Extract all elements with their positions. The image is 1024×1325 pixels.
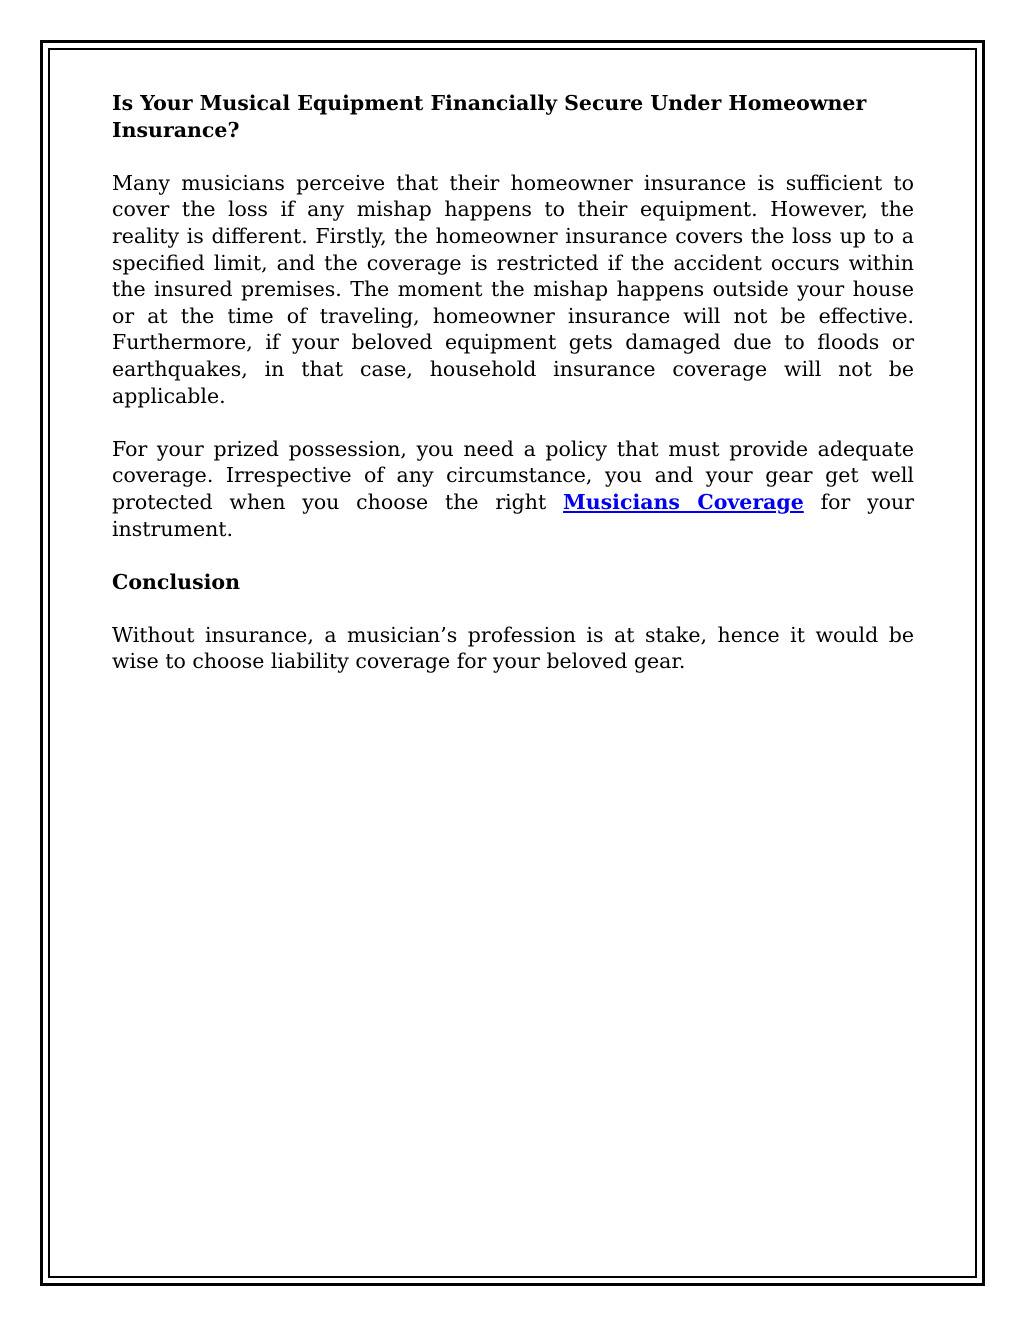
document-title: Is Your Musical Equipment Financially Secure Under Homeowner Insurance? <box>112 91 867 142</box>
musicians-coverage-link[interactable]: Musicians Coverage <box>563 489 804 514</box>
conclusion-heading: Conclusion <box>112 569 240 594</box>
paragraph-text-before-link: For your prized possession, you need a policy that must provide adequate coverage. Irrespective of any circumstance, you and your gear get well protected when you choose the right <box>112 436 914 514</box>
paragraph-homeowner-insurance: Many musicians perceive that their homeowner insurance is sufficient to cover the loss if any mishap happens to their equipment. However, the reality is different. Firstly, the homeowner insurance covers the loss up to a specified limit, and the coverage is restricted if the accident occurs within the insured premises. The moment the mishap happens outside your house or at the time of traveling, homeowner insurance will not be effective. Furthermore, if your beloved equipment gets damaged due to floods or earthquakes, in that case, household insurance coverage will not be applicable. <box>112 170 914 408</box>
conclusion-paragraph: Without insurance, a musician’s profession is at stake, hence it would be wise to choose liability coverage for your beloved gear. <box>112 622 914 674</box>
document-body <box>112 90 914 675</box>
paragraph-text-after-link: for your instrument. <box>112 489 915 541</box>
paragraph-prized-possession <box>112 436 914 542</box>
